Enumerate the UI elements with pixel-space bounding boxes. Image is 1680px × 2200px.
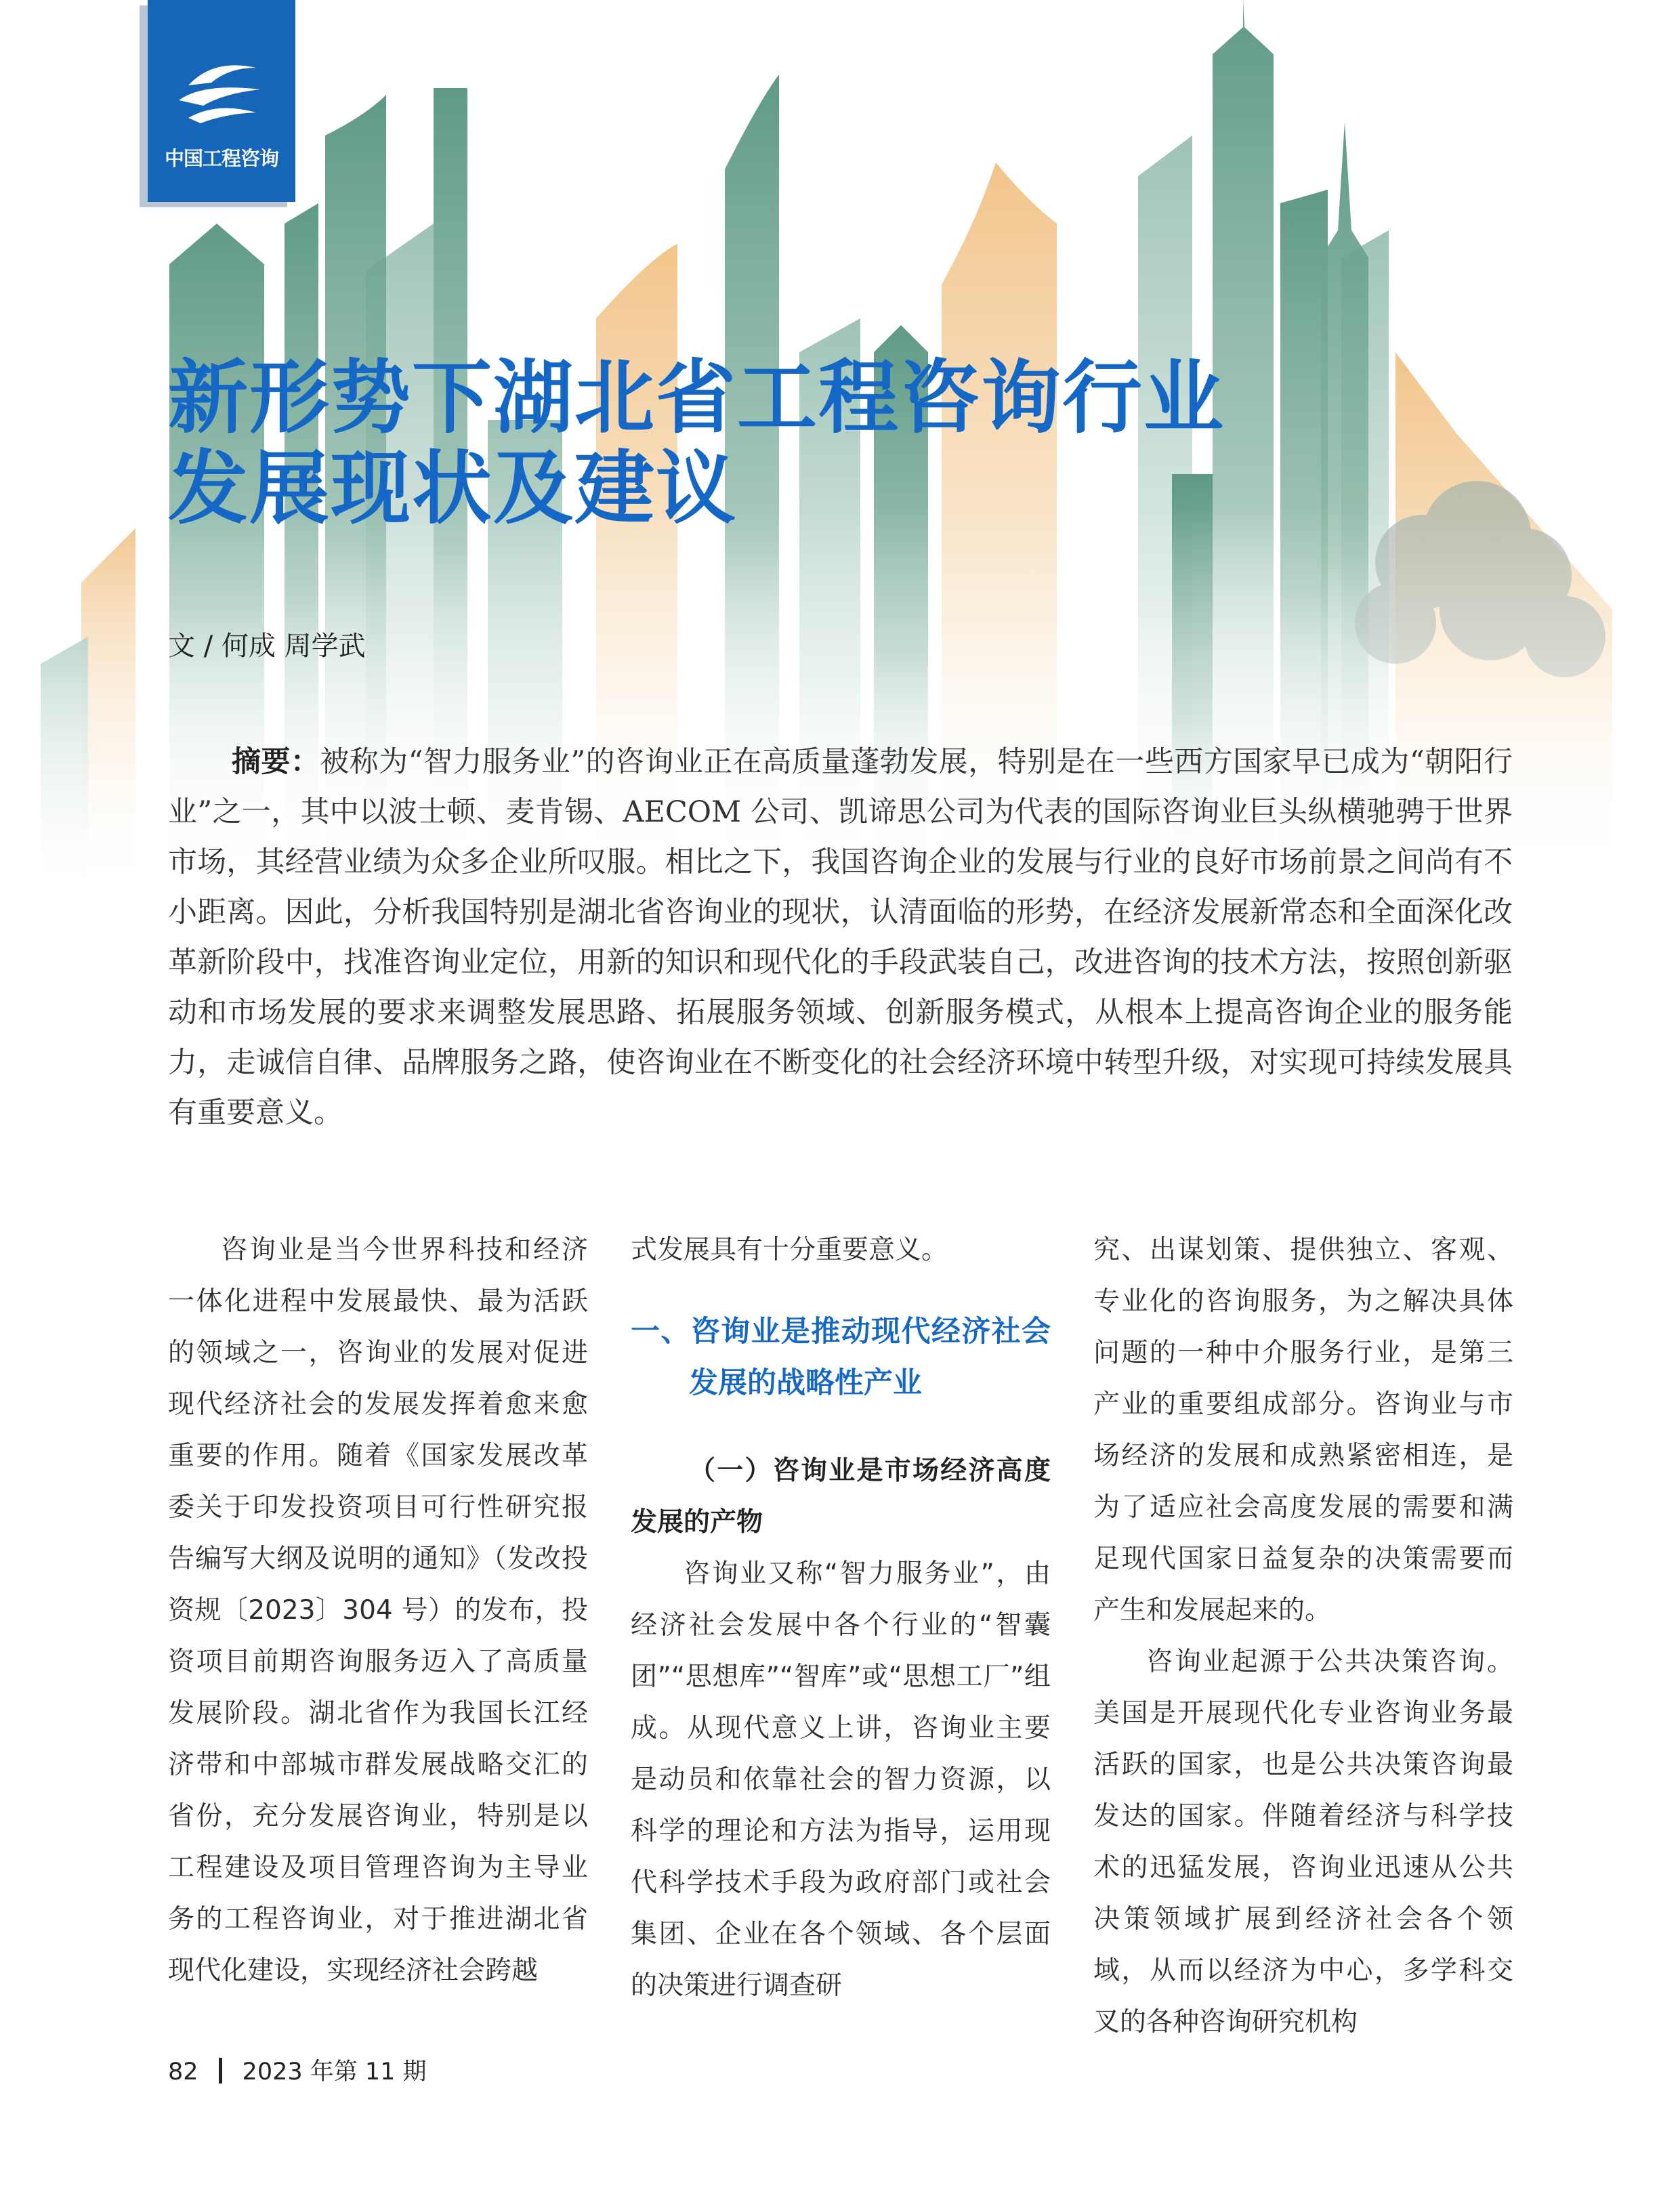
issue-label: 2023 年第 11 期 xyxy=(242,2058,427,2086)
footer-divider xyxy=(219,2058,222,2083)
article-title xyxy=(168,352,1225,534)
abstract-body: 被称为“智力服务业”的咨询业正在高质量蓬勃发展，特别是在一些西方国家早已成为“朝阳行业”之一，其中以波士顿、麦肯锡、AECOM 公司、凯谛思公司为代表的国际咨询业巨头纵横驰骋于世界市场，其经营业绩为众多企业所叹服。相比之下，我国咨询企业的发展与行业的良好市场前景之间尚有不小距离。因此，分析我国特别是湖北省咨询业的现状，认清面临的形势，在经济发展新常态和全面深化改革新阶段中，找准咨询业定位，用新的知识和现代化的手段武装自己，改进咨询的技术方法，按照创新驱动和市场发展的要求来调整发展思路、拓展服务领域、创新服务模式，从根本上提高咨询企业的服务能力，走诚信自律、品牌服务之路，使咨询业在不断变化的社会经济环境中转型升级，对实现可持续发展具有重要意义。 xyxy=(168,745,1513,1130)
page-footer xyxy=(168,2053,427,2087)
article-title-line1: 新形势下湖北省工程咨询行业 xyxy=(168,351,1225,444)
column-2 xyxy=(631,1225,1051,2012)
article-title-line2: 发展现状及建议 xyxy=(168,442,738,535)
column-3 xyxy=(1093,1225,1513,2048)
subsection-number: （一） xyxy=(689,1456,773,1486)
body-paragraph-continued: 式发展具有十分重要意义。 xyxy=(631,1235,948,1265)
journal-logo-icon xyxy=(176,58,267,126)
journal-logo xyxy=(148,0,295,202)
subsection-heading xyxy=(631,1445,1051,1548)
section-heading: 一、咨询业是推动现代经济社会发展的战略性产业 xyxy=(631,1315,1051,1400)
subsection-heading-text: 咨询业是市场经济高度发展的产物 xyxy=(631,1456,1051,1538)
body-paragraph-continued: 究、出谋划策、提供独立、客观、专业化的咨询服务，为之解决具体问题的一种中介服务行业，是第三产业的重要组成部分。咨询业与市场经济的发展和成熟紧密相连，是为了适应社会高度发展的需要和满足现代国家日益复杂的决策需要而产生和发展起来的。 xyxy=(1093,1235,1513,1626)
abstract-label: 摘要： xyxy=(232,745,320,779)
body-paragraph: 咨询业是当今世界科技和经济一体化进程中发展最快、最为活跃的领域之一，咨询业的发展对促进现代经济社会的发展发挥着愈来愈重要的作用。随着《国家发展改革委关于印发投资项目可行性研究报告编写大纲及说明的通知》（发改投资规〔2023〕304 号）的发布，投资项目前期咨询服务迈入了高质量发展阶段。湖北省作为我国长江经济带和中部城市群发展战略交汇的省份，充分发展咨询业，特别是以工程建设及项目管理咨询为主导业务的工程咨询业，对于推进湖北省现代化建设，实现经济社会跨越 xyxy=(168,1235,588,1986)
author-line: 文 / 何成 周学武 xyxy=(168,631,366,662)
journal-logo-text: 中国工程咨询 xyxy=(164,147,278,170)
body-paragraph: 咨询业又称“智力服务业”，由经济社会发展中各个行业的“智囊团”“思想库”“智库”或“思想工厂”组成。从现代意义上讲，咨询业主要是动员和依靠社会的智力资源，以科学的理论和方法为指导，运用现代科学技术手段为政府部门或社会集团、企业在各个领域、各个层面的决策进行调查研 xyxy=(631,1559,1051,2001)
body-paragraph: 咨询业起源于公共决策咨询。美国是开展现代化专业咨询业务最活跃的国家，也是公共决策咨询最发达的国家。伴随着经济与科学技术的迅猛发展，咨询业迅速从公共决策领域扩展到经济社会各个领域，从而以经济为中心，多学科交叉的各种咨询研究机构 xyxy=(1093,1647,1513,2037)
column-1 xyxy=(168,1225,588,1997)
abstract xyxy=(168,737,1513,1138)
page-number: 82 xyxy=(168,2058,198,2086)
